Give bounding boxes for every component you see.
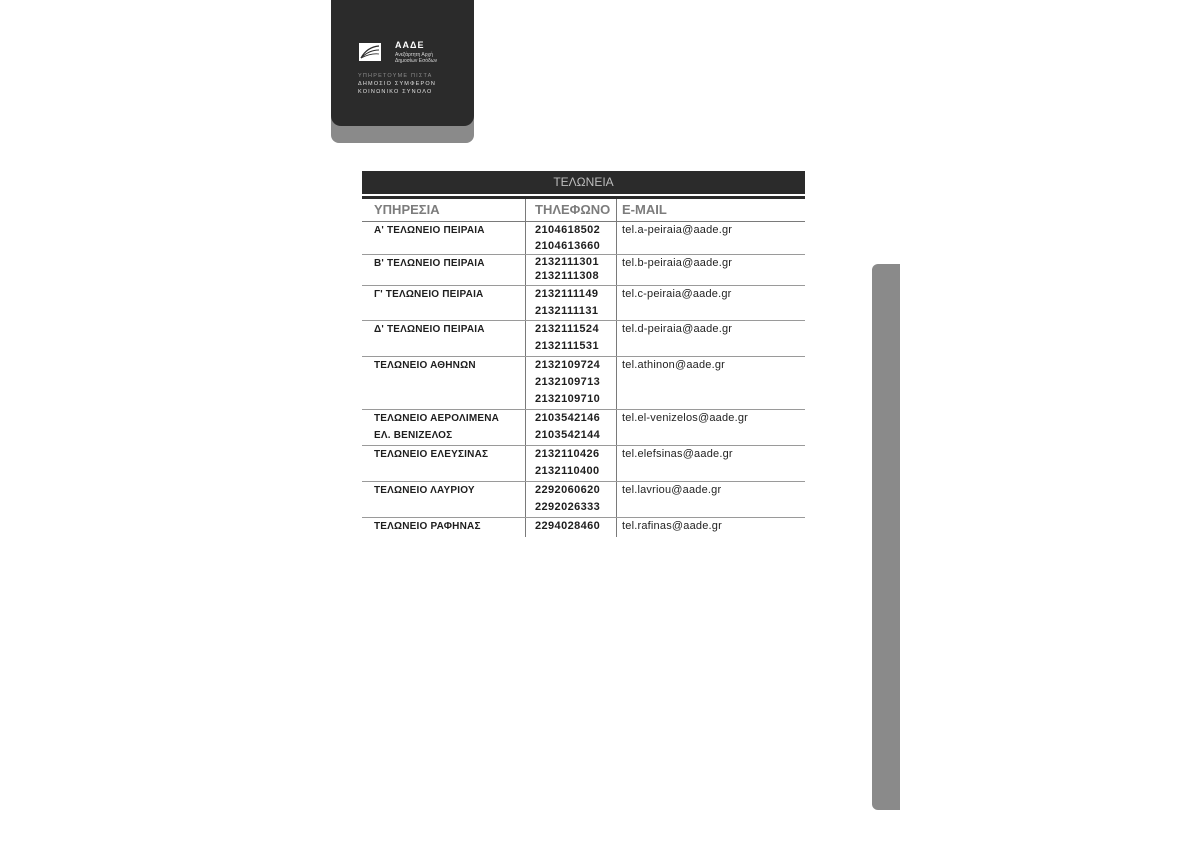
phone-cell: 2292060620 2292026333 [526,482,617,517]
phone-cell: 2103542146 2103542144 [526,410,617,445]
phone-cell: 2132111524 2132111531 [526,321,617,356]
table-row [362,410,805,446]
service-cell: Γ' ΤΕΛΩΝΕΙΟ ΠΕΙΡΑΙΑ [362,286,526,320]
email-cell[interactable]: tel.a-peiraia@aade.gr [622,224,733,236]
service-cell: Δ' ΤΕΛΩΝΕΙΟ ΠΕΙΡΑΙΑ [362,321,526,356]
table-header-row [362,199,805,222]
service-cell: Α' ΤΕΛΩΝΕΙΟ ΠΕΙΡΑΙΑ [362,222,526,254]
service-cell: Β' ΤΕΛΩΝΕΙΟ ΠΕΙΡΑΙΑ [362,255,526,285]
service-cell: ΤΕΛΩΝΕΙΟ ΛΑΥΡΙΟΥ [362,482,526,517]
table-row [362,222,805,255]
logo-brand: ΑΑΔΕ [395,40,425,50]
phone-cell: 2294028460 [526,518,617,537]
header-email: E-MAIL [622,202,667,217]
phone-cell: 2132111149 2132111131 [526,286,617,320]
table-row [362,255,805,286]
email-cell[interactable]: tel.d-peiraia@aade.gr [622,323,733,335]
email-cell[interactable]: tel.el-venizelos@aade.gr [622,412,749,424]
phone-cell: 2132109724 2132109713 2132109710 [526,357,617,409]
aade-logo [331,0,474,126]
email-cell[interactable]: tel.c-peiraia@aade.gr [622,288,732,300]
service-cell: ΤΕΛΩΝΕΙΟ ΑΕΡΟΛΙΜΕΝΑ ΕΛ. ΒΕΝΙΖΕΛΟΣ [362,410,526,445]
table-row [362,482,805,518]
table-row [362,321,805,357]
customs-contacts-table [362,171,805,537]
service-cell: ΤΕΛΩΝΕΙΟ ΕΛΕΥΣΙΝΑΣ [362,446,526,481]
phone-cell: 2132110426 2132110400 [526,446,617,481]
email-cell[interactable]: tel.b-peiraia@aade.gr [622,257,733,269]
aade-emblem-icon [359,43,381,61]
phone-cell: 2132111301 2132111308 [526,255,617,285]
table-title: ΤΕΛΩΝΕΙΑ [362,171,805,194]
service-cell: ΤΕΛΩΝΕΙΟ ΡΑΦΗΝΑΣ [362,518,526,537]
logo-subtitle: Ανεξάρτητη Αρχή Δημοσίων Εσόδων [395,52,438,64]
table-row [362,518,805,537]
side-tab [872,264,900,810]
email-cell[interactable]: tel.lavriou@aade.gr [622,484,722,496]
email-cell[interactable]: tel.athinon@aade.gr [622,359,726,371]
email-cell[interactable]: tel.rafinas@aade.gr [622,520,722,532]
header-phone: ΤΗΛΕΦΩΝΟ [526,199,617,221]
phone-cell: 2104618502 2104613660 [526,222,617,254]
service-cell: ΤΕΛΩΝΕΙΟ ΑΘΗΝΩΝ [362,357,526,409]
table-row [362,357,805,410]
table-row [362,286,805,321]
logo-motto: ΥΠΗΡΕΤΟΥΜΕ ΠΙΣΤΑ ΔΗΜΟΣΙΟ ΣΥΜΦΕΡΟΝ ΚΟΙΝΩΝΙΚΟ ΣΥΝΟΛΟ [358,73,437,95]
email-cell[interactable]: tel.elefsinas@aade.gr [622,448,733,460]
header-service: ΥΠΗΡΕΣΙΑ [362,199,526,221]
table-row [362,446,805,482]
